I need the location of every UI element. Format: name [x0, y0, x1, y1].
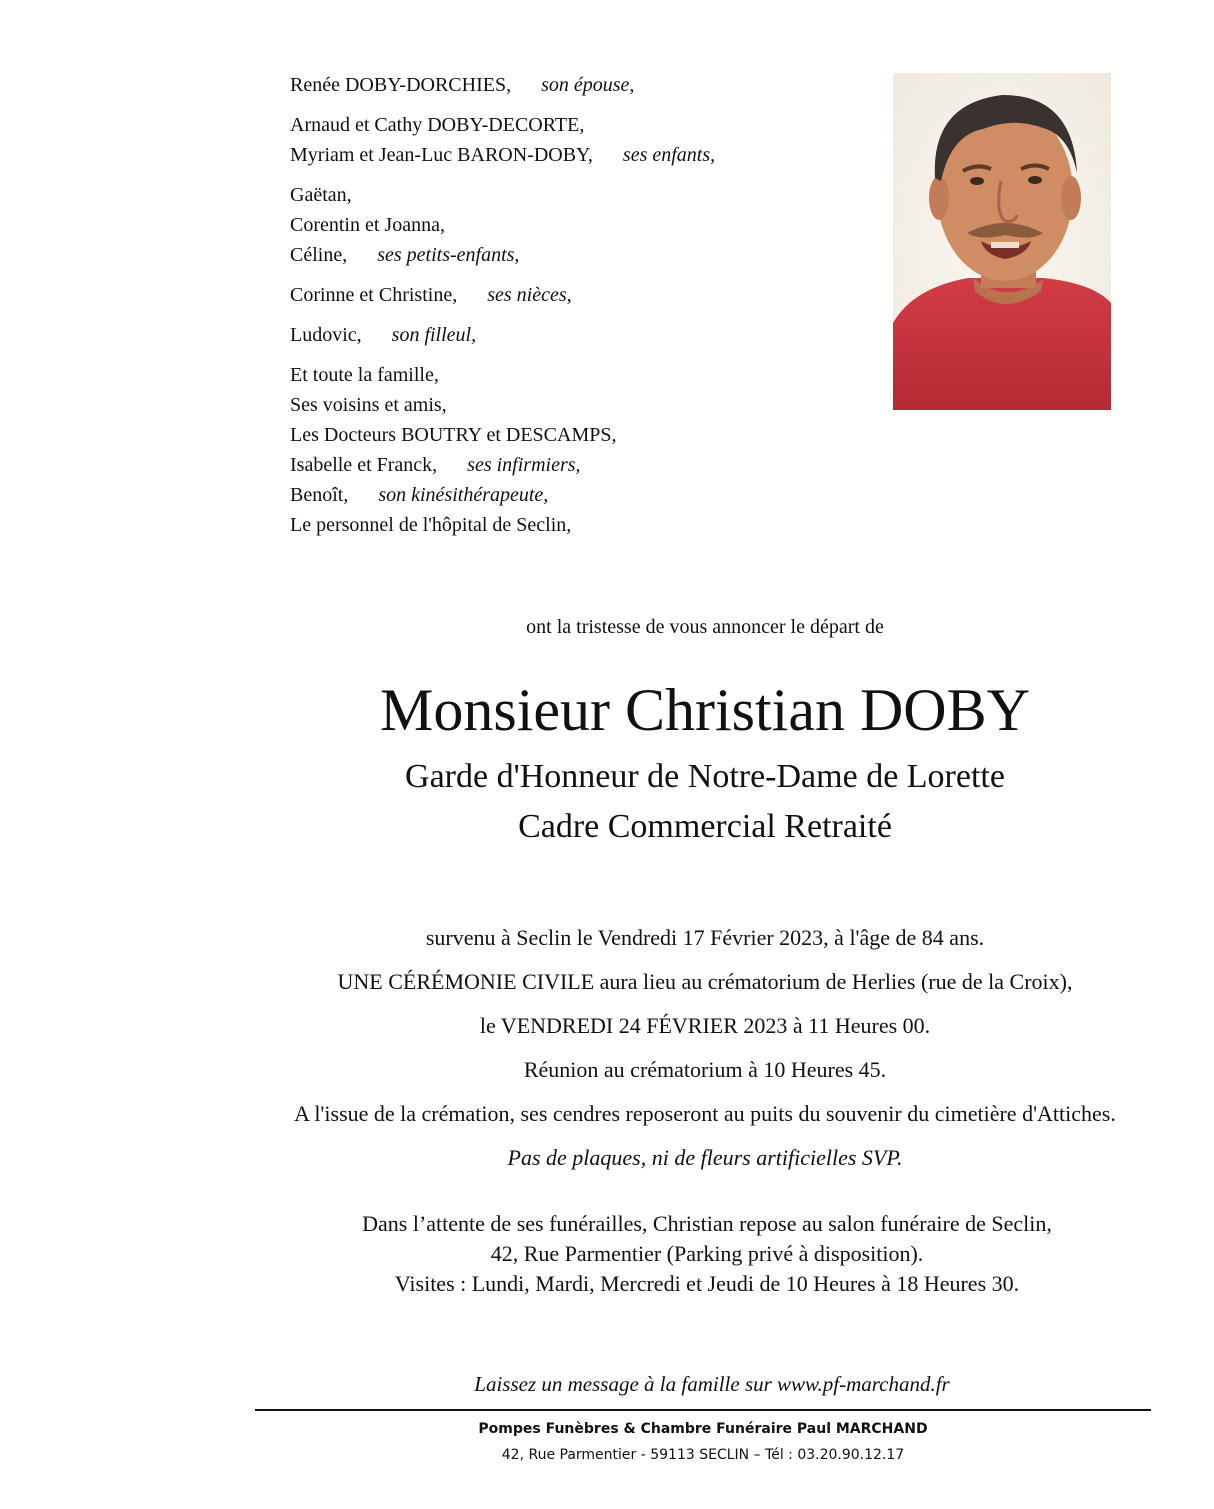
family-member-name: Ses voisins et amis,	[290, 394, 447, 416]
family-group	[290, 280, 870, 310]
wake-line: Visites : Lundi, Mardi, Mercredi et Jeudi de 10 Heures à 18 Heures 30.	[394, 1271, 1020, 1296]
message-invitation: Laissez un message à la famille sur www.pf-marchand.fr	[474, 1372, 950, 1396]
detail-line: Pas de plaques, ni de fleurs artificielles SVP.	[507, 1145, 903, 1170]
family-line	[290, 450, 870, 480]
detail-line: survenu à Seclin le Vendredi 17 Février 2023, à l'âge de 84 ans.	[425, 925, 985, 950]
family-member-name: Corinne et Christine,	[290, 284, 458, 306]
family-list	[290, 70, 870, 550]
family-group	[290, 180, 870, 270]
family-member-name: Isabelle et Franck,	[290, 454, 438, 476]
family-line	[290, 140, 870, 170]
family-line	[290, 390, 870, 420]
family-line	[290, 280, 870, 310]
wake-line: Dans l’attente de ses funérailles, Christian repose au salon funéraire de Seclin,	[362, 1211, 1052, 1236]
family-line	[290, 210, 870, 240]
family-group	[290, 320, 870, 350]
family-relation: son épouse,	[541, 74, 635, 96]
family-member-name: Ludovic,	[290, 324, 362, 346]
wake-line: 42, Rue Parmentier (Parking privé à disposition).	[490, 1241, 924, 1266]
detail-line: A l'issue de la crémation, ses cendres reposeront au puits du souvenir du cimetière d'Attiches.	[294, 1101, 1116, 1126]
detail-line: Réunion au crématorium à 10 Heures 45.	[523, 1057, 887, 1082]
family-member-name: Benoît,	[290, 484, 349, 506]
family-line	[290, 180, 870, 210]
family-relation: son filleul,	[391, 324, 477, 346]
family-relation: ses petits-enfants,	[377, 244, 520, 266]
family-line	[290, 70, 870, 100]
family-relation: son kinésithérapeute,	[378, 484, 549, 506]
family-member-name: Corentin et Joanna,	[290, 214, 445, 236]
deceased-name: Monsieur Christian DOBY	[380, 677, 1030, 743]
detail-line: le VENDREDI 24 FÉVRIER 2023 à 11 Heures 00.	[479, 1013, 931, 1038]
family-line	[290, 240, 870, 270]
wake-info	[0, 1209, 1214, 1299]
funeral-home-address: 42, Rue Parmentier - 59113 SECLIN – Tél : 03.20.90.12.17	[501, 1447, 905, 1463]
family-member-name: Renée DOBY-DORCHIES,	[290, 74, 512, 96]
funeral-home-name: Pompes Funèbres & Chambre Funéraire Paul MARCHAND	[478, 1421, 928, 1437]
family-line	[290, 510, 870, 540]
footer-divider	[255, 1409, 1151, 1411]
family-member-name: Les Docteurs BOUTRY et DESCAMPS,	[290, 424, 617, 446]
family-line	[290, 480, 870, 510]
family-member-name: Gaëtan,	[290, 184, 352, 206]
family-line	[290, 420, 870, 450]
profession-title: Cadre Commercial Retraité	[518, 808, 892, 845]
portrait-photo	[893, 73, 1111, 410]
intro-text: ont la tristesse de vous annoncer le départ de	[526, 616, 884, 638]
family-line	[290, 110, 870, 140]
ceremony-details	[0, 916, 1214, 1180]
family-group	[290, 360, 870, 540]
family-line	[290, 360, 870, 390]
family-member-name: Le personnel de l'hôpital de Seclin,	[290, 514, 572, 536]
detail-line: UNE CÉRÉMONIE CIVILE aura lieu au crématorium de Herlies (rue de la Croix),	[337, 969, 1073, 994]
family-member-name: Céline,	[290, 244, 348, 266]
family-member-name: Myriam et Jean-Luc BARON-DOBY,	[290, 144, 593, 166]
family-relation: ses infirmiers,	[467, 454, 581, 476]
family-relation: ses enfants,	[622, 144, 716, 166]
family-relation: ses nièces,	[487, 284, 572, 306]
family-member-name: Arnaud et Cathy DOBY-DECORTE,	[290, 114, 585, 136]
family-group	[290, 110, 870, 170]
family-group	[290, 70, 870, 100]
honor-title: Garde d'Honneur de Notre-Dame de Lorette	[405, 758, 1005, 795]
family-member-name: Et toute la famille,	[290, 364, 439, 386]
family-line	[290, 320, 870, 350]
